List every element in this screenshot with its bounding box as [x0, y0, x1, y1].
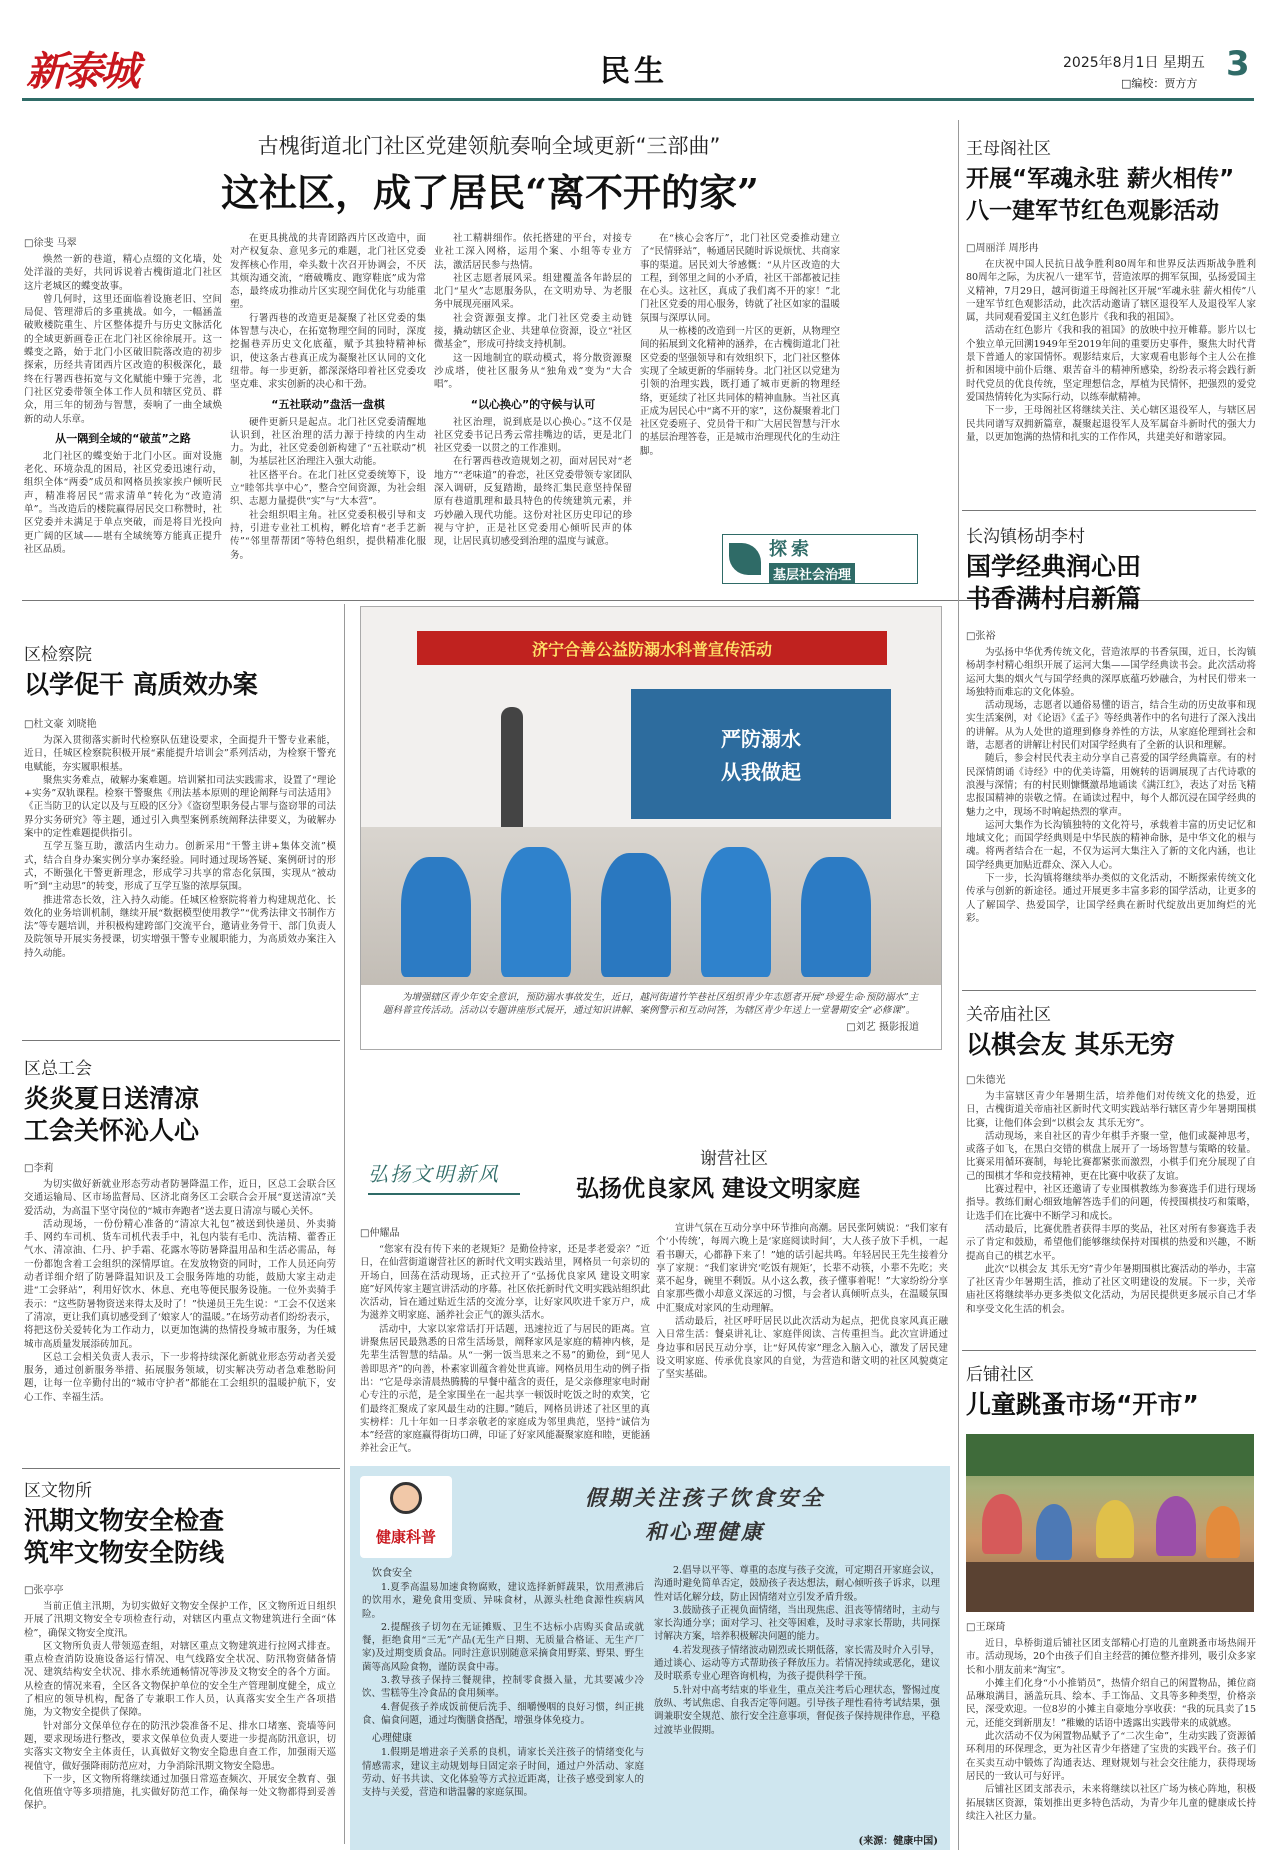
xiexie-headline: 弘扬优良家风 建设文明家庭 — [576, 1176, 861, 1202]
article-paragraph: 下一步，王母阁社区将继续关注、关心辖区退役军人，与辖区居民共同谱写双拥新篇章，凝聚起退役军人及军属奋斗新时代的强大力量，以更加饱满的热情和扎实的工作作风，共建美好和谐家园。 — [966, 405, 1256, 443]
divider — [962, 990, 1256, 991]
lead-column-3 — [434, 232, 632, 590]
divider — [962, 1350, 1256, 1351]
lead-paragraph: 在“核心会客厅”，北门社区党委推动建立了“民情驿站”，畅通居民随时诉说烦忧、共商家事的渠道。居民刘大爷感慨：“从片区改造的大工程，到邻里之间的小矛盾，社区干部都被记挂在心头。这社区，真成了我们离不开的家！”北门社区党委的用心服务，铸就了社区如家的温暖氛围与深厚认同。 — [640, 233, 840, 324]
article-byline: □朱德光 — [966, 1075, 1006, 1086]
article-byline: □李莉 — [24, 1163, 54, 1174]
article-place: 区总工会 — [24, 1059, 92, 1079]
explore-badge-title: 探索 — [769, 538, 813, 560]
health-source: (来源：健康中国) — [858, 1836, 938, 1847]
article-place: 王母阁社区 — [966, 139, 1051, 159]
jianchayuan-article — [24, 640, 336, 1010]
article-paragraph: 此次活动不仅为闲置物品赋予了“二次生命”，生动实践了资源循环利用的环保理念，更为社区青少年搭建了宝贵的实践平台。孩子们在买卖互动中锻炼了沟通表达、理财规划与社会交往能力，获得现场居民的一致认可与好评。 — [966, 1731, 1256, 1782]
leaf-icon — [729, 543, 761, 575]
anti-drowning-photo — [360, 606, 942, 1050]
zonggonghui-article — [24, 1054, 336, 1462]
article-paragraph: 为深入贯彻落实新时代检察队伍建设要求，全面提升干警专业素能，近日，任城区检察院积极开展“素能提升培训会”系列活动，为检察干警充电赋能，夯实履职根基。 — [24, 735, 336, 773]
vertical-divider — [958, 120, 959, 1850]
health-badge-text: 健康科普 — [375, 1528, 436, 1546]
health-item: 3.鼓励孩子正视负面情绪，当出现焦虑、沮丧等情绪时，主动与家长沟通分享；面对学习、社交等困难，及时寻求家长帮助，共同探讨解决方案，培养积极解决问题的能力。 — [654, 1604, 940, 1643]
lead-paragraph: 社区治理，说到底是以心换心。”这不仅是社区党委书记吕秀云常挂嘴边的话，更是北门社区党委一以贯之的工作准则。 — [434, 416, 632, 455]
article-paragraph: 互学互鉴互助，激活内生动力。创新采用“干警主讲+集体交流”模式，结合自身办案实例分享办案经验。同时通过现场答疑、案例研讨的形式，不断强化干警更新理念，形成学习共享的常态化氛围，实现从“被动听”到“主动思”的转变，形成了互学互鉴的浓厚氛围。 — [24, 841, 336, 893]
article-place: 区文物所 — [24, 1481, 92, 1501]
divider — [22, 1040, 340, 1041]
article-headline: 汛期文物安全检查 — [24, 1506, 225, 1535]
article-paragraph: 活动现场，志愿者以通俗易懂的语言，结合生动的历史故事和现实生活案例，对《论语》《孟子》等经典著作中的名句进行了深入浅出的讲解。从为人处世的道理到修身养性的方法，从家庭伦理到社会和谐，志愿者的讲解让村民们对国学经典有了全新的认识和理解。 — [966, 700, 1256, 752]
health-column-2 — [654, 1564, 940, 1834]
divider — [22, 1468, 340, 1469]
lead-paragraph: 北门社区的蝶变始于北门小区。面对设施老化、环境杂乱的困局，社区党委迅速行动，组织全体“两委”成员和网格员挨家挨户倾听民声，精准将居民“需求清单”转化为“改造清单”。当改造后的楼院赢得居民交口称赞时，社区党委并未满足于单点突破，而是将目光投向更广阔的区域——堪有全域统筹方能真正提升社区品质。 — [24, 450, 222, 555]
issue-date: 2025年8月1日 星期五 — [1063, 55, 1205, 71]
article-byline: □周丽洋 周彤冉 — [966, 243, 1039, 254]
health-title-1: 假期关注孩子饮食安全 — [585, 1485, 825, 1510]
screen-line: 从我做起 — [721, 760, 801, 784]
health-item: 3.教导孩子保持三餐规律，控制零食摄入量，尤其要减少冷饮、雪糕等生冷食品的食用频率。 — [362, 1675, 644, 1700]
lead-paragraph: 社工精耕细作。依托搭建的平台，对接专业社工深入网格，运用个案、小组等专业方法，激活居民参与热情。 — [434, 233, 632, 271]
article-headline: 儿童跳蚤市场“开市” — [966, 1390, 1199, 1419]
masthead-rule — [22, 98, 1254, 101]
lead-subheading: “五社联动”盘活一盘棋 — [271, 397, 385, 411]
houpu-article — [966, 1614, 1256, 1850]
lead-byline: □徐斐 马翠 — [24, 238, 77, 249]
civility-logo-text: 弘扬文明新风 — [368, 1158, 520, 1195]
xiexie-place: 谢营社区 — [700, 1149, 768, 1169]
lead-paragraph: 社会资源强支撑。北门社区党委主动链接，撬动辖区企业、共建单位资源，设立“社区微基金”，形成可持续支持机制。 — [434, 312, 632, 351]
explore-badge-subtitle: 基层社会治理 — [769, 563, 855, 584]
article-paragraph: 区文物所负责人带领巡查组，对辖区重点文物建筑进行拉网式排查。重点检查消防设施设备运行情况、电气线路安全状况、防汛物资储备情况、建筑结构安全状况、排水系统通畅情况等涉及文物安全的各个方面。从检查的情况来看，全区各文物保护单位的安全生产管理制度健全，成立了相应的领导机构，配备了专兼职工作人员，认真落实安全生产各项措施，为文物安全提供了保障。 — [24, 1640, 336, 1719]
article-place: 关帝庙社区 — [966, 1005, 1051, 1025]
article-paragraph: 针对部分文保单位存在的防汛沙袋准备不足、排水口堵塞、瓷墙等问题，要求现场进行整改，要求文保单位负责人要进一步提高防汛意识，切实落实文物安全主体责任，认真做好文物安全隐患自查工作，加强雨天巡视值守，做好强降雨防范应对，力争消除汛期文物安全隐患。 — [24, 1720, 336, 1772]
article-paragraph: 此次“以棋会友 其乐无穷”青少年暑期围棋比赛活动的举办，丰富了社区青少年暑期生活，推动了社区文明建设的发展。下一步，关帝庙社区将继续举办更多类似文化活动，为居民提供更多展示自己才华和享受文化生活的机会。 — [966, 1263, 1256, 1315]
health-column-1 — [362, 1562, 644, 1848]
photo-credit: □刘艺 摄影报道 — [846, 1022, 919, 1033]
article-paragraph: 近日，阜桥街道后铺社区团支部精心打造的儿童跳蚤市场热闹开市。活动现场，20个由孩子们自主经营的摊位整齐排列，吸引众多家长和小朋友前来“淘宝”。 — [966, 1638, 1256, 1676]
article-paragraph: 在庆祝中国人民抗日战争胜利80周年和世界反法西斯战争胜利80周年之际，为庆祝八一建军节，营造浓厚的拥军氛围，弘扬爱国主义精神，7月29日，越河街道王母阁社区开展“军魂永驻 薪火相传”八一建军节红色观影活动，此次活动邀请了辖区退役军人及退役军人家属，共同观看爱国主义红色影片《我和我的祖国》。 — [966, 259, 1256, 324]
article-paragraph: 后铺社区团支部表示，未来将继续以社区广场为核心阵地，积极拓展辖区资源，策划推出更多特色活动，为青少年儿童的健康成长持续注入社区力量。 — [966, 1784, 1256, 1822]
projection-screen — [631, 689, 891, 819]
screen-line: 严防溺水 — [721, 727, 801, 751]
health-item: 2.倡导以平等、尊重的态度与孩子交流，可定期召开家庭会议，沟通时避免简单否定，鼓励孩子表达想法，耐心倾听孩子诉求，以理性对话化解分歧，防止因情绪对立引发矛盾升级。 — [654, 1565, 940, 1603]
article-paragraph: 活动现场，一份份精心准备的“清凉大礼包”被送到快递员、外卖骑手、网约车司机、货车司机代表手中，礼包内装有毛巾、洗洁精、藿香正气水、清凉油、仁丹、护手霜、花露水等防暑降温用品和生活必需品，每一份都饱含着工会组织的深情厚谊。在发放物资的同时，工作人员还向劳动者详细介绍了防暑降温知识及工会服务阵地的功能，鼓励大家主动走进“工会驿站”，利用好饮水、休息、充电等便民服务设施。一位外卖骑手表示：“这些防暑物资送来得太及时了！”快递员王先生说：“工会不仅送来了清凉，更让我们真切感受到了‘娘家人’的温暖。”在场劳动者们纷纷表示，将把这份关爱转化为工作动力，以更加饱满的热情投身城市服务，为任城城市高质量发展添砖加瓦。 — [24, 1218, 336, 1350]
article-paragraph: 为弘扬中华优秀传统文化，营造浓厚的书香氛围，近日，长沟镇杨胡李村精心组织开展了运河大集——国学经典读书会。此次活动将运河大集的烟火气与国学经典的深厚底蕴巧妙融合，为村民们带来一场独特而难忘的文化体验。 — [966, 647, 1256, 698]
article-byline: □王琛琦 — [966, 1622, 1006, 1633]
lead-paragraph: 从一栋楼的改造到一片区的更新，从物理空间的拓展到文化精神的涵养，在古槐街道北门社区党委的坚强领导和有效组织下，北门社区整体实现了全域更新的华丽转身。北门社区以党建为引领的治理实践，既打通了城市更新的物理经络，更延续了社区共同体的精神血脉。当社区真正成为居民心中“离不开的家”，这份凝聚着北门社区党委班子、党员骨干和广大居民智慧与汗水的基层治理答卷，正是城市治理现代化的生动注脚。 — [640, 326, 840, 457]
lead-paragraph: 社区志愿者展风采。组建覆盖各年龄层的北门“星火”志愿服务队，在文明劝导、为老服务中展现亮丽风采。 — [434, 272, 632, 311]
article-place: 后铺社区 — [966, 1365, 1034, 1385]
article-paragraph: 当前正值主汛期，为切实做好文物安全保护工作，区文物所近日组织开展了汛期文物安全专项检查行动，对辖区内重点文物建筑进行全面“体检”，确保文物安全度汛。 — [24, 1601, 336, 1639]
article-place: 区检察院 — [24, 645, 92, 665]
guandi-article — [966, 1000, 1256, 1340]
article-byline: □仲耀晶 — [360, 1228, 400, 1239]
health-item: 4.若发现孩子情绪波动剧烈或长期低落，家长需及时介入引导，通过谈心、运动等方式帮助孩子释放压力。若情况持续或恶化，建议及时联系专业心理咨询机构，为孩子提供科学干预。 — [654, 1644, 940, 1683]
lead-headline: 这社区，成了居民“离不开的家” — [221, 170, 759, 215]
lead-paragraph: 在行署西巷改造规划之初，面对居民对“老地方”“老味道”的眷恋，社区党委带领专家团队深入调研，反复踏勘，最终汇集民意坚持保留原有巷道肌理和最具特色的传统建筑元素，并巧妙融入现代功能。这份对社区历史印记的珍视与守护，正是社区党委用心倾听民声的体现，让居民真切感受到治理的温度与诚意。 — [434, 456, 632, 548]
houpu-head — [966, 1360, 1256, 1421]
divider — [962, 510, 1256, 511]
lead-paragraph: 硬件更新只是起点。北门社区党委清醒地认识到，社区治理的活力源于持续的内生动力。为此，社区党委创新构建了“五社联动”机制，为基层社区治理注入强大动能。 — [230, 416, 426, 468]
lead-subheading: “以心换心”的守候与认可 — [470, 397, 596, 411]
health-item: 1.假期是增进亲子关系的良机，请家长关注孩子的情绪变化与情感需求，建议主动规划每日固定亲子时间，通过户外活动、家庭劳动、好书共读、文化体验等方式拉近距离，让孩子感受到家人的支持与关爱，营造和谐温馨的家庭氛围。 — [362, 1747, 644, 1799]
lead-paragraph: 在更具挑战的共青团路西片区改造中，面对产权复杂、意见多元的难题，北门社区党委发挥核心作用，牵头数十次召开协调会，不厌其烦沟通交流，“磨破嘴皮、跑穿鞋底”成为常态，最终成功推动片区实现空间优化与功能重塑。 — [230, 233, 426, 311]
article-headline: 八一建军节红色观影活动 — [966, 198, 1219, 224]
article-paragraph: “您家有没有传下来的老规矩？是勤俭持家，还是孝老爱亲？”近日，在仙营街道谢营社区的新时代文明实践站里，网格员一句亲切的开场白，回荡在活动现场，正式拉开了“弘扬优良家风 建设文明家庭”好风传家主题宣讲活动的序幕。社区依托新时代文明实践站组织此次活动，旨在通过贴近生活的交流分享，让好家风吹进千家万户，成为滋养文明家庭、涵养社会正气的源头活水。 — [360, 1244, 650, 1322]
health-item: 2.提醒孩子切勿在无证摊贩、卫生不达标小店购买食品或就餐，拒绝食用“三无”产品(无生产日期、无质量合格证、无生产厂家)及过期变质食品。同时注意识别随意采摘食用野菜、野果、野生菌等高风险食物，谨防误食中毒。 — [362, 1621, 644, 1673]
article-paragraph: 小摊主们化身“小小推销员”，热情介绍自己的闲置物品，摊位商品琳琅满目，涵盖玩具、绘本、手工饰品、文具等多种类型，价格亲民，深受欢迎。一位8岁的小摊主自豪地分享收获：“我的玩具卖了15元，还能交到新朋友！”稚嫩的话语中透露出实践带来的成就感。 — [966, 1677, 1256, 1729]
article-paragraph: 下一步，区文物所将继续通过加强日常巡查频次、开展安全教育、强化值班值守等多项措施，扎实做好防范工作，确保每一处文物都得到妥善保护。 — [24, 1773, 336, 1812]
article-paragraph: 为丰富辖区青少年暑期生活，培养他们对传统文化的热爱，近日，古槐街道关帝庙社区新时代文明实践站举行辖区青少年暑期围棋比赛，让他们体会到“以棋会友 其乐无穷”。 — [966, 1091, 1256, 1129]
article-headline: 工会关怀沁人心 — [24, 1116, 200, 1145]
health-item: 1.夏季高温易加速食物腐败，建议选择新鲜蔬果，饮用煮沸后的饮用水，避免食用变质、异味食材，从源头杜绝食源性疾病风险。 — [362, 1582, 644, 1620]
article-paragraph: 活动最后，社区呼吁居民以此次活动为起点，把优良家风真正融入日常生活：餐桌讲礼让、家庭伴阅读、言传重担当。此次宣讲通过身边事和居民互动分享，让“好风传家”理念入脑入心，激发了居民建设文明家庭、传承优良家风的自觉，为营造和谐文明的社区风貌奠定了坚实基础。 — [656, 1316, 948, 1381]
lead-paragraph: 社区搭平台。在北门社区党委统筹下，设立“睦邻共享中心”，整合空间资源，为社会组织、志愿力量提供“实”与“大本营”。 — [230, 469, 426, 508]
article-headline: 开展“军魂永驻 薪火相传” — [966, 166, 1235, 192]
banner-text: 济宁合善公益防溺水科普宣传活动 — [531, 639, 772, 659]
editor-credit: □编校：贾方方 — [1121, 77, 1198, 90]
article-headline: 书香满村启新篇 — [966, 584, 1142, 613]
flea-market-photo — [966, 1434, 1254, 1612]
changhong-article — [966, 522, 1256, 964]
article-place: 长沟镇杨胡李村 — [966, 527, 1085, 547]
lead-column-1 — [24, 230, 222, 590]
lead-kicker: 古槐街道北门社区党建领航奏响全域更新“三部曲” — [257, 134, 721, 158]
left-vertical-divider — [344, 604, 345, 1844]
photo-caption-area — [361, 985, 941, 1050]
health-section-heading: 心理健康 — [372, 1733, 412, 1745]
article-headline: 以棋会友 其乐无穷 — [966, 1030, 1175, 1059]
health-box — [350, 1466, 950, 1850]
xiexie-column-2 — [656, 1222, 948, 1458]
health-item: 5.针对中高考结束的毕业生，重点关注考后心理状态，警惕过度放纵、考试焦虑、自我否定等问题。引导孩子理性看待考试结果，强调兼职安全规范、旅行安全注意事项，督促孩子保持规律作息，平稳过渡毕业假期。 — [654, 1684, 940, 1736]
article-paragraph: 宣讲气氛在互动分享中环节推向高潮。居民张阿姨说：“我们家有个‘小传统’，每周六晚上是‘家庭阅读时间’，大人孩子放下手机，一起看书聊天，心都静下来了！”她的话引起共鸣。年轻居民王先生接着分享了家规：“我们家讲究‘吃饭有规矩’，长辈不动筷，小辈不先吃；夹菜不起身，碗里不剩饭。从小这么教，孩子懂事着呢！”大家纷纷分享自家那些微小却意义深远的习惯，与会者认真倾听点头，在温暖氛围中汇聚成对家风的生动理解。 — [656, 1223, 948, 1314]
lead-paragraph: 社会组织唱主角。社区党委积极引导和支持，引进专业社工机构，孵化培育“老手艺新传”“邻里帮帮团”等特色组织，提供精准化服务。 — [230, 509, 426, 561]
wangmu-article — [966, 134, 1256, 506]
article-paragraph: 活动现场，来自社区的青少年棋手齐聚一堂，他们或凝神思考，或落子如飞，在黑白交错的棋盘上展开了一场场智慧与策略的较量。比赛采用循环赛制，每轮比赛都紧张而激烈，小棋手们充分展现了自己的围棋才华和竞技精神，更在比赛中收获了友谊。 — [966, 1130, 1256, 1182]
article-headline: 国学经典润心田 — [966, 552, 1142, 581]
masthead — [0, 0, 1280, 100]
article-headline: 筑牢文物安全防线 — [24, 1538, 225, 1567]
health-badge — [360, 1476, 452, 1558]
doctor-icon — [390, 1482, 422, 1514]
article-paragraph: 活动最后，比赛优胜者获得丰厚的奖品，社区对所有参赛选手表示了肯定和鼓励，希望他们能够继续保持对围棋的热爱和兴趣，不断提高自己的棋艺水平。 — [966, 1223, 1256, 1262]
lead-paragraph: 焕然一新的巷道，精心点缀的文化墙，处处洋溢的美好，共同诉说着古槐街道北门社区这片老城区的蝶变故事。 — [24, 254, 222, 292]
photo-caption: 为增强辖区青少年安全意识，预防溺水事故发生，近日，越河街道竹竿巷社区组织青少年志愿者开展“珍爱生命·预防溺水”主题科普宣传活动。活动以专题讲座形式展开，通过知识讲解、案例警示和互动问答，为辖区青少年送上一堂暑期安全“必修课”。 — [383, 992, 919, 1016]
lead-paragraph: 曾几何时，这里还面临着设施老旧、空间局促、管理滞后的多重挑战。如今，一幅涵盖破败楼院重生、片区整体提升与历史文脉活化的全域更新画卷正在北门社区徐徐展开。这一蝶变之路，始于北门小区破旧院落改造的初步探索，历经共青团西片区改造的积极深化，最终在行署西巷拓宽与文化赋能中臻于完善，北门社区党委带领全体工作人员和辖区党员、群众，用三年的韧劲与智慧，奏响了一曲全域焕新的动人乐章。 — [24, 293, 222, 425]
lead-column-2 — [230, 232, 426, 590]
banner — [417, 631, 887, 665]
article-paragraph: 聚焦实务难点，破解办案难题。培训紧扣司法实践需求，设置了“理论+实务”双轨课程。检察干警聚焦《刑法基本原则的理论阐释与司法适用》《正当防卫的认定以及与互殴的区分》《盗窃型职务侵占罪与盗窃罪的司法界分实务研究》等主题，通过引入典型案例系统阐释法律要义，为破解办案中的定性难题提供指引。 — [24, 774, 336, 840]
page-number: 3 — [1226, 44, 1250, 84]
article-paragraph: 运河大集作为长沟镇独特的文化符号，承载着丰富的历史记忆和地域文化；而国学经典则是中华民族的精神命脉，是中华文化的根与魂。将两者结合在一起，不仅为运河大集注入了新的文化内涵，也让国学经典更加贴近群众、深入人心。 — [966, 819, 1256, 871]
article-paragraph: 推进常态长效，注入持久动能。任城区检察院将着力构建规范化、长效化的业务培训机制，继续开展“数据模型使用教学”“优秀法律文书制作方法”等专题培训，并积极构建跨部门交流平台，邀请业务骨干、部门负责人及院领导开展实务授课，切实增强干警专业履职能力，为高质效办案注入持久动能。 — [24, 894, 336, 959]
article-headline: 炎炎夏日送清凉 — [24, 1084, 200, 1113]
health-title-2: 和心理健康 — [645, 1519, 765, 1544]
article-headline: 以学促干 高质效办案 — [24, 670, 258, 699]
explore-badge — [722, 534, 918, 584]
article-paragraph: 区总工会相关负责人表示，下一步将持续深化新就业形态劳动者关爱服务，通过创新服务举措、拓展服务领域，切实解决劳动者急难愁盼问题，让每一位辛勤付出的“城市守护者”都能在工会组织的温暖护航下，安心工作、幸福生活。 — [24, 1351, 336, 1403]
article-byline: □张裕 — [966, 631, 996, 642]
lead-column-4 — [640, 232, 840, 530]
article-paragraph: 比赛过程中，社区还邀请了专业围棋教练为参赛选手们进行现场指导。教练们耐心细致地解答选手们的问题，传授围棋技巧和策略，让选手们在比赛中不断学习和成长。 — [966, 1184, 1256, 1222]
lead-paragraph: 这一因地制宜的联动模式，将分散资源聚沙成塔，使社区服务从“独角戏”变为“大合唱”。 — [434, 352, 632, 391]
civility-logo — [368, 1158, 520, 1212]
newspaper-logo: 新泰城 — [26, 48, 137, 95]
wenwu-article — [24, 1476, 336, 1852]
article-byline: □杜文豪 刘晓艳 — [24, 719, 97, 730]
lead-paragraph: 行署西巷的改造更是凝聚了社区党委的集体智慧与决心，在拓宽物理空间的同时，深度挖掘巷弄历史文化底蕴，赋予其独特精神标识，使这条古巷真正成为凝聚社区认同的文化纽带。每一步更新，都深深烙印着社区党委攻坚克难、求实创新的决心和干劲。 — [230, 312, 426, 391]
article-paragraph: 下一步，长沟镇将继续举办类似的文化活动，不断探索传统文化传承与创新的新途径。通过开展更多丰富多彩的国学活动，让更多的人了解国学、热爱国学，让国学经典在新时代绽放出更加绚烂的光彩。 — [966, 873, 1256, 924]
lead-subheading: 从一隅到全域的“破茧”之路 — [55, 431, 191, 445]
article-paragraph: 活动中，大家以家常话打开话题，迅速拉近了与居民的距离。宣讲聚焦居民最熟悉的日常生活场景，阐释家风是家庭的精神内核，是先辈生活智慧的结晶。从“一粥一饭当思来之不易”的勤俭，到“见人善即思齐”的向善，朴素家训蕴含着处世真谛。网格员用生动的例子指出：“它是母亲清晨热腾腾的早餐中蕴含的责任，是父亲修理家电时耐心专注的示范，是全家围坐在一起共享一顿饭时吃饭之时的欢笑，它们最终汇聚成了家风最生动的注脚。”随后，网格员讲述了社区里的真实榜样：几十年如一日孝亲敬老的家庭成为邻里典范，坚持“诚信为本”经营的家庭赢得街坊口碑，印证了好家风能凝聚家庭和睦，更能涵养社会正气。 — [360, 1323, 650, 1455]
article-paragraph: 活动在红色影片《我和我的祖国》的放映中拉开帷幕。影片以七个独立单元回溯1949年至2019年间的重要历史事件，聚焦大时代背景下普通人的家国情怀。观影结束后，大家观看电影每个主人公在推折和困境中前仆后继、艰苦奋斗的精神所感染，纷纷表示将会践行新时代党员的优良传统，坚定理想信念，厚植为民情怀，把强烈的爱党爱国热情转化为实际行动，以练奉献精神。 — [966, 325, 1256, 403]
article-paragraph: 随后，参会村民代表主动分享自己喜爱的国学经典篇章。有的村民深情朗诵《诗经》中的优美诗篇，用婉转的语调展现了古代诗歌的浪漫与深情；有的村民则慷慨激昂地诵读《满江红》，表达了对岳飞精忠报国精神的崇敬之情。在诵读过程中，每个人都沉浸在国学经典的魅力之中，现场不时响起热烈的掌声。 — [966, 753, 1256, 818]
xiexie-column-1 — [360, 1220, 650, 1458]
article-byline: □张亭亭 — [24, 1585, 64, 1596]
health-item: 4.督促孩子养成饭前便后洗手、细嚼慢咽的良好习惯，纠正挑食、偏食问题，通过均衡膳食搭配，增强身体免疫力。 — [362, 1701, 644, 1726]
article-paragraph: 为切实做好新就业形态劳动者防暑降温工作，近日，区总工会联合区交通运输局、区市场监督局、区济北商务区工会联合会开展“夏送清凉”关爱活动，为高温下坚守岗位的“城市奔跑者”送去夏日清凉与暖心关怀。 — [24, 1179, 336, 1217]
section-title: 民生 — [600, 54, 668, 89]
health-section-heading: 饮食安全 — [372, 1568, 412, 1579]
